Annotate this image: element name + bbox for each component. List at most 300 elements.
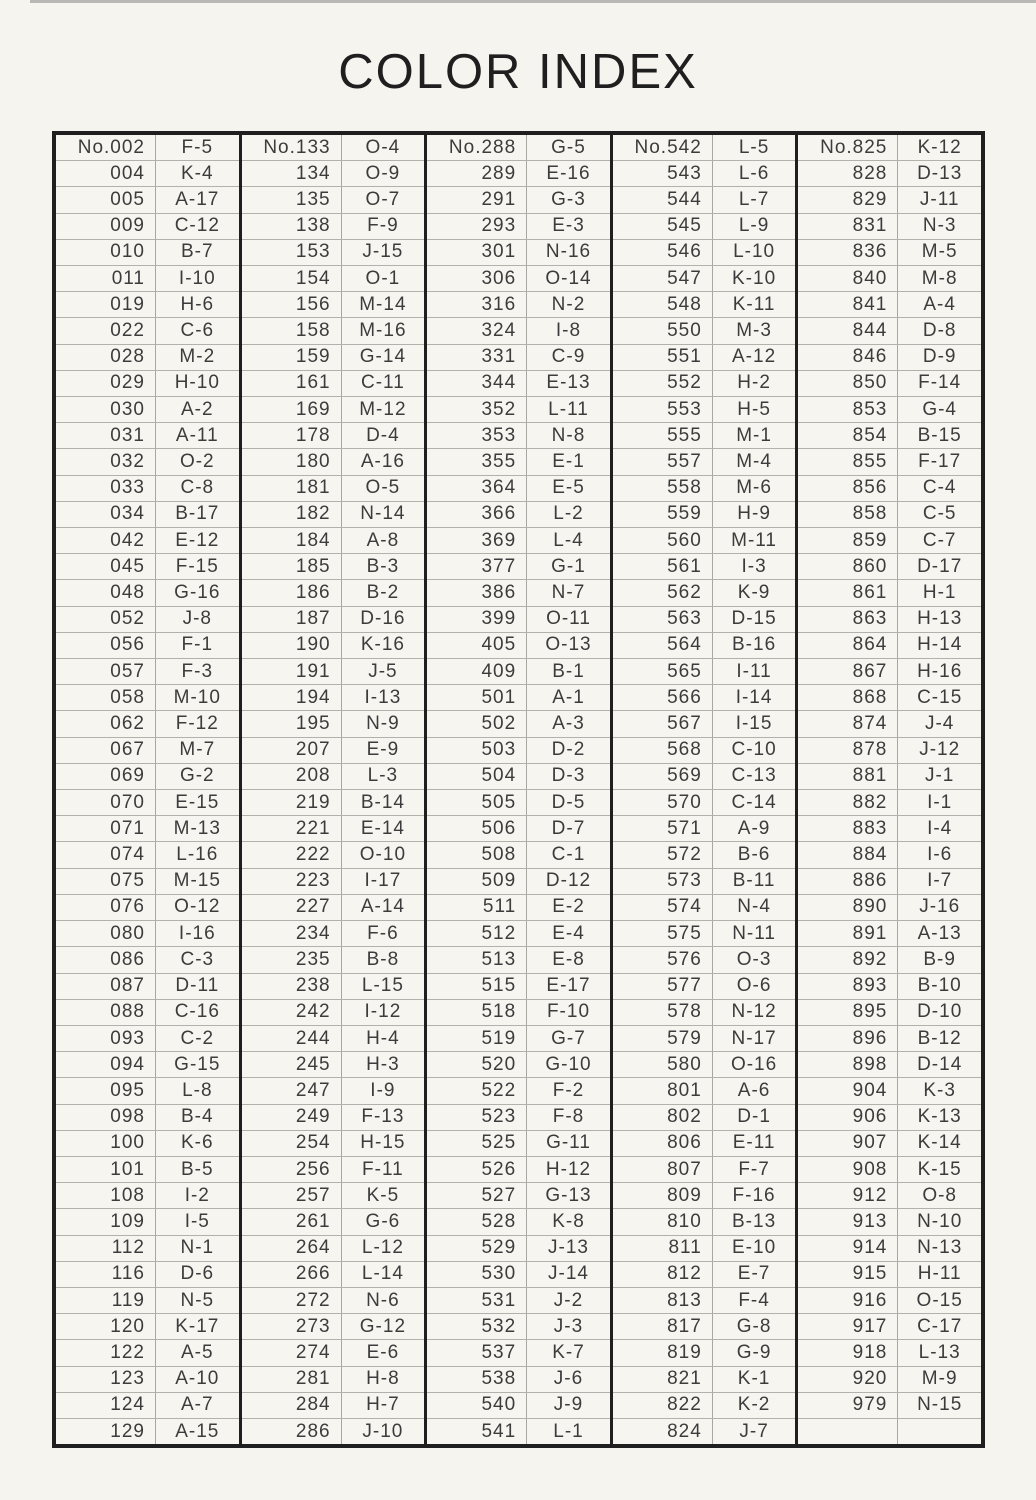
location-code-cell: E-5 bbox=[552, 477, 585, 499]
location-code-cell: B-3 bbox=[366, 555, 400, 577]
catalog-number-cell: 577 bbox=[613, 974, 713, 999]
table-row bbox=[242, 1078, 425, 1104]
table-row bbox=[56, 895, 239, 921]
table-row bbox=[242, 1340, 425, 1366]
table-row bbox=[613, 371, 796, 397]
table-row bbox=[798, 476, 981, 502]
catalog-number-cell: 244 bbox=[242, 1026, 342, 1051]
location-code-cell: D-7 bbox=[551, 817, 586, 839]
table-row bbox=[613, 423, 796, 449]
catalog-number-cell: 529 bbox=[427, 1236, 527, 1261]
table-row bbox=[613, 947, 796, 973]
catalog-number-cell: 070 bbox=[56, 790, 156, 815]
table-row bbox=[427, 1157, 610, 1183]
catalog-number-cell: 565 bbox=[613, 659, 713, 684]
table-row bbox=[56, 1105, 239, 1131]
catalog-number-cell: 194 bbox=[242, 685, 342, 710]
catalog-number-cell: 364 bbox=[427, 476, 527, 501]
catalog-number-cell: 898 bbox=[798, 1052, 898, 1077]
table-row bbox=[242, 816, 425, 842]
catalog-number-cell: 076 bbox=[56, 895, 156, 920]
catalog-number-cell: 208 bbox=[242, 764, 342, 789]
catalog-number-cell: 019 bbox=[56, 292, 156, 317]
location-code-cell: E-7 bbox=[737, 1263, 771, 1285]
catalog-number-cell: 891 bbox=[798, 921, 898, 946]
location-code-cell: G-5 bbox=[551, 136, 586, 158]
location-code-cell: A-8 bbox=[366, 529, 400, 551]
table-row bbox=[242, 345, 425, 371]
location-code-cell: D-9 bbox=[922, 346, 957, 368]
table-row bbox=[613, 1314, 796, 1340]
location-code-cell: I-9 bbox=[370, 1079, 396, 1101]
location-code-cell: F-13 bbox=[361, 1106, 405, 1128]
catalog-number-cell: 161 bbox=[242, 371, 342, 396]
location-code-cell: F-8 bbox=[552, 1106, 585, 1128]
location-code-cell: E-16 bbox=[546, 162, 591, 184]
location-code-cell: J-13 bbox=[548, 1237, 589, 1259]
catalog-number-cell: 570 bbox=[613, 790, 713, 815]
catalog-number-cell: 221 bbox=[242, 816, 342, 841]
catalog-number-cell: 272 bbox=[242, 1288, 342, 1313]
table-row bbox=[427, 869, 610, 895]
catalog-number-cell: 817 bbox=[613, 1314, 713, 1339]
location-code-cell: B-9 bbox=[923, 948, 956, 970]
catalog-number-cell: 182 bbox=[242, 502, 342, 527]
table-row bbox=[427, 266, 610, 292]
catalog-number-cell: 850 bbox=[798, 371, 898, 396]
catalog-number-cell: 289 bbox=[427, 161, 527, 186]
catalog-number-cell: 860 bbox=[798, 554, 898, 579]
location-code-cell: I-2 bbox=[184, 1184, 210, 1206]
location-code-cell: E-3 bbox=[552, 215, 585, 237]
table-row bbox=[56, 135, 239, 161]
color-index-table bbox=[52, 131, 985, 1448]
location-code-cell: N-16 bbox=[545, 241, 592, 263]
catalog-number-cell: 399 bbox=[427, 607, 527, 632]
location-code-cell: B-8 bbox=[366, 948, 400, 970]
table-row bbox=[798, 1340, 981, 1366]
location-code-cell: J-8 bbox=[182, 608, 212, 630]
table-row bbox=[242, 292, 425, 318]
location-code-cell: J-9 bbox=[553, 1394, 584, 1416]
table-row bbox=[242, 1026, 425, 1052]
catalog-number-cell: 409 bbox=[427, 659, 527, 684]
table-row bbox=[613, 1157, 796, 1183]
catalog-number-cell: 557 bbox=[613, 449, 713, 474]
table-row bbox=[56, 1419, 239, 1444]
location-code-cell: K-12 bbox=[917, 136, 962, 158]
catalog-number-cell: 555 bbox=[613, 423, 713, 448]
location-code-cell: K-16 bbox=[360, 634, 405, 656]
table-row bbox=[427, 1262, 610, 1288]
location-code-cell: A-13 bbox=[917, 922, 962, 944]
location-code-cell: F-4 bbox=[738, 1289, 770, 1311]
catalog-number-cell: 892 bbox=[798, 947, 898, 972]
table-row bbox=[427, 502, 610, 528]
catalog-number-cell: 286 bbox=[242, 1419, 342, 1444]
catalog-number-cell: 512 bbox=[427, 921, 527, 946]
table-row bbox=[242, 266, 425, 292]
location-code-cell: K-3 bbox=[923, 1079, 956, 1101]
table-row bbox=[798, 345, 981, 371]
catalog-number-cell: 227 bbox=[242, 895, 342, 920]
location-code-cell: D-12 bbox=[545, 870, 592, 892]
table-row bbox=[613, 214, 796, 240]
table-row bbox=[798, 240, 981, 266]
location-code-cell: D-13 bbox=[917, 162, 963, 184]
catalog-number-cell: 181 bbox=[242, 476, 342, 501]
catalog-number-cell: 184 bbox=[242, 528, 342, 553]
catalog-number-cell: 551 bbox=[613, 345, 713, 370]
table-row bbox=[798, 318, 981, 344]
location-code-cell: M-15 bbox=[173, 870, 221, 892]
location-code-cell: H-14 bbox=[917, 634, 963, 656]
catalog-number-cell: 572 bbox=[613, 842, 713, 867]
table-row bbox=[798, 1000, 981, 1026]
location-code-cell: L-16 bbox=[176, 844, 219, 866]
table-row bbox=[798, 1183, 981, 1209]
location-code-cell: I-15 bbox=[735, 713, 773, 735]
catalog-number-cell: 062 bbox=[56, 711, 156, 736]
location-code-cell: O-15 bbox=[916, 1289, 963, 1311]
location-code-cell: M-9 bbox=[921, 1368, 958, 1390]
location-code-cell: H-15 bbox=[360, 1132, 406, 1154]
catalog-number-cell: 916 bbox=[798, 1288, 898, 1313]
table-row bbox=[427, 1209, 610, 1235]
table-row bbox=[427, 1105, 610, 1131]
table-row bbox=[56, 345, 239, 371]
table-row bbox=[56, 554, 239, 580]
location-code-cell: G-7 bbox=[551, 1027, 586, 1049]
table-row bbox=[427, 947, 610, 973]
location-code-cell: O-10 bbox=[359, 844, 407, 866]
table-row bbox=[427, 423, 610, 449]
catalog-number-cell: 829 bbox=[798, 187, 898, 212]
catalog-number-cell: 506 bbox=[427, 816, 527, 841]
location-code-cell: N-5 bbox=[180, 1289, 215, 1311]
catalog-number-cell: 129 bbox=[56, 1419, 156, 1444]
scan-edge bbox=[30, 0, 1036, 3]
catalog-number-cell: 568 bbox=[613, 738, 713, 763]
catalog-number-cell: 558 bbox=[613, 476, 713, 501]
location-code-cell: F-6 bbox=[367, 922, 399, 944]
location-code-cell: B-6 bbox=[737, 844, 771, 866]
location-code-cell: G-10 bbox=[545, 1053, 592, 1075]
catalog-number-cell: 563 bbox=[613, 607, 713, 632]
location-code-cell: C-12 bbox=[174, 215, 220, 237]
location-code-cell: H-6 bbox=[180, 293, 215, 315]
table-row bbox=[242, 633, 425, 659]
catalog-number-cell: 222 bbox=[242, 842, 342, 867]
table-row bbox=[613, 345, 796, 371]
table-row bbox=[798, 1157, 981, 1183]
table-row bbox=[427, 842, 610, 868]
catalog-number-cell: 574 bbox=[613, 895, 713, 920]
location-code-cell: M-8 bbox=[921, 267, 958, 289]
catalog-number-cell: 234 bbox=[242, 921, 342, 946]
catalog-number-cell: 532 bbox=[427, 1314, 527, 1339]
table-row bbox=[56, 738, 239, 764]
catalog-number-cell: 086 bbox=[56, 947, 156, 972]
location-code-cell: N-9 bbox=[366, 713, 400, 735]
table-row bbox=[427, 790, 610, 816]
location-code-cell bbox=[898, 1419, 981, 1444]
location-code-cell: A-12 bbox=[732, 346, 777, 368]
table-row bbox=[56, 947, 239, 973]
table-row bbox=[613, 685, 796, 711]
catalog-number-cell: 821 bbox=[613, 1367, 713, 1392]
catalog-number-cell: 918 bbox=[798, 1340, 898, 1365]
location-code-cell: I-12 bbox=[364, 1001, 402, 1023]
location-code-cell: J-1 bbox=[924, 765, 955, 787]
catalog-number-cell: 811 bbox=[613, 1236, 713, 1261]
table-row bbox=[613, 1236, 796, 1262]
location-code-cell: M-5 bbox=[921, 241, 958, 263]
table-row bbox=[242, 1105, 425, 1131]
catalog-number-cell: 576 bbox=[613, 947, 713, 972]
location-code-cell: H-11 bbox=[917, 1263, 962, 1285]
catalog-number-cell: 553 bbox=[613, 397, 713, 422]
catalog-number-cell: 190 bbox=[242, 633, 342, 658]
table-row bbox=[613, 895, 796, 921]
catalog-number-cell: 355 bbox=[427, 449, 527, 474]
catalog-number-cell: 058 bbox=[56, 685, 156, 710]
catalog-number-cell: 056 bbox=[56, 633, 156, 658]
table-row bbox=[56, 764, 239, 790]
location-code-cell: L-13 bbox=[918, 1341, 961, 1363]
catalog-number-cell: 071 bbox=[56, 816, 156, 841]
location-code-cell: B-10 bbox=[917, 975, 962, 997]
location-code-cell: M-1 bbox=[736, 424, 772, 446]
catalog-number-cell: 844 bbox=[798, 318, 898, 343]
table-row bbox=[242, 449, 425, 475]
location-code-cell: A-14 bbox=[360, 896, 405, 918]
location-code-cell: C-15 bbox=[917, 686, 963, 708]
catalog-number-cell: 034 bbox=[56, 502, 156, 527]
table-row bbox=[242, 842, 425, 868]
location-code-cell: I-11 bbox=[736, 660, 772, 682]
location-code-cell: N-3 bbox=[922, 215, 957, 237]
location-code-cell: J-4 bbox=[924, 713, 955, 735]
location-code-cell: H-16 bbox=[917, 660, 963, 682]
location-code-cell: L-1 bbox=[553, 1420, 584, 1442]
table-row bbox=[613, 476, 796, 502]
location-code-cell: B-2 bbox=[366, 582, 400, 604]
table-row bbox=[613, 711, 796, 737]
location-code-cell: G-11 bbox=[546, 1132, 591, 1154]
table-row bbox=[242, 318, 425, 344]
catalog-number-cell: 352 bbox=[427, 397, 527, 422]
table-row bbox=[242, 502, 425, 528]
catalog-number-cell: 874 bbox=[798, 711, 898, 736]
location-code-cell: G-8 bbox=[736, 1315, 772, 1337]
location-code-cell: K-2 bbox=[737, 1394, 771, 1416]
catalog-number-cell: 293 bbox=[427, 214, 527, 239]
location-code-cell: H-1 bbox=[922, 582, 957, 604]
location-code-cell: F-10 bbox=[546, 1001, 591, 1023]
catalog-number-cell: No.542 bbox=[613, 135, 713, 160]
location-code-cell: G-16 bbox=[174, 582, 221, 604]
location-code-cell: M-4 bbox=[736, 451, 772, 473]
catalog-number-cell: 531 bbox=[427, 1288, 527, 1313]
table-row bbox=[798, 161, 981, 187]
catalog-number-cell: 153 bbox=[242, 240, 342, 265]
table-row bbox=[798, 1419, 981, 1444]
location-code-cell: F-11 bbox=[362, 1158, 404, 1180]
location-code-cell: J-6 bbox=[553, 1368, 584, 1390]
catalog-number-cell: 238 bbox=[242, 974, 342, 999]
table-row bbox=[613, 764, 796, 790]
catalog-number-cell: 801 bbox=[613, 1078, 713, 1103]
catalog-number-cell: 580 bbox=[613, 1052, 713, 1077]
catalog-number-cell: 864 bbox=[798, 633, 898, 658]
catalog-number-cell: 907 bbox=[798, 1131, 898, 1156]
catalog-number-cell: 863 bbox=[798, 607, 898, 632]
catalog-number-cell: 405 bbox=[427, 633, 527, 658]
catalog-number-cell: 810 bbox=[613, 1209, 713, 1234]
catalog-number-cell: 101 bbox=[56, 1157, 156, 1182]
table-row bbox=[427, 738, 610, 764]
catalog-number-cell: 504 bbox=[427, 764, 527, 789]
table-row bbox=[242, 1000, 425, 1026]
catalog-number-cell: 098 bbox=[56, 1105, 156, 1130]
table-row bbox=[56, 1367, 239, 1393]
table-row bbox=[613, 449, 796, 475]
location-code-cell: C-11 bbox=[361, 372, 405, 394]
catalog-number-cell: 886 bbox=[798, 869, 898, 894]
table-row bbox=[242, 1262, 425, 1288]
table-row bbox=[613, 1419, 796, 1444]
catalog-number-cell: 846 bbox=[798, 345, 898, 370]
table-row bbox=[798, 659, 981, 685]
table-row bbox=[56, 161, 239, 187]
location-code-cell: K-14 bbox=[917, 1132, 962, 1154]
table-row bbox=[798, 1052, 981, 1078]
catalog-number-cell: 904 bbox=[798, 1078, 898, 1103]
catalog-number-cell: 893 bbox=[798, 974, 898, 999]
table-row bbox=[427, 240, 610, 266]
catalog-number-cell: 207 bbox=[242, 738, 342, 763]
catalog-number-cell: 560 bbox=[613, 528, 713, 553]
table-row bbox=[798, 528, 981, 554]
table-row bbox=[613, 580, 796, 606]
location-code-cell: N-12 bbox=[731, 1001, 777, 1023]
table-row bbox=[242, 738, 425, 764]
catalog-number-cell: 005 bbox=[56, 187, 156, 212]
catalog-number-cell: 274 bbox=[242, 1340, 342, 1365]
table-row bbox=[56, 974, 239, 1000]
table-row bbox=[427, 1288, 610, 1314]
catalog-number-cell: No.133 bbox=[242, 135, 342, 160]
location-code-cell: D-4 bbox=[366, 424, 400, 446]
catalog-number-cell: 042 bbox=[56, 528, 156, 553]
catalog-number-cell: 569 bbox=[613, 764, 713, 789]
location-code-cell: C-9 bbox=[551, 346, 586, 368]
location-code-cell: E-1 bbox=[552, 451, 585, 473]
table-row bbox=[56, 869, 239, 895]
table-row bbox=[613, 607, 796, 633]
location-code-cell: G-1 bbox=[551, 555, 586, 577]
catalog-number-cell: 120 bbox=[56, 1314, 156, 1339]
catalog-number-cell: 030 bbox=[56, 397, 156, 422]
table-row bbox=[56, 1314, 239, 1340]
location-code-cell: L-12 bbox=[361, 1237, 404, 1259]
table-row bbox=[798, 214, 981, 240]
catalog-number-cell: 095 bbox=[56, 1078, 156, 1103]
location-code-cell: A-3 bbox=[552, 713, 585, 735]
location-code-cell: A-6 bbox=[737, 1079, 771, 1101]
table-row bbox=[427, 318, 610, 344]
table-row bbox=[56, 580, 239, 606]
catalog-number-cell: 180 bbox=[242, 449, 342, 474]
catalog-number-cell: 566 bbox=[613, 685, 713, 710]
location-code-cell: B-13 bbox=[732, 1210, 777, 1232]
table-row bbox=[56, 921, 239, 947]
location-code-cell: G-6 bbox=[365, 1210, 401, 1232]
table-row bbox=[613, 318, 796, 344]
catalog-number-cell: 853 bbox=[798, 397, 898, 422]
catalog-number-cell: 513 bbox=[427, 947, 527, 972]
location-code-cell: B-1 bbox=[552, 660, 585, 682]
location-code-cell: O-9 bbox=[365, 162, 401, 184]
catalog-number-cell: No.288 bbox=[427, 135, 527, 160]
location-code-cell: B-17 bbox=[175, 503, 220, 525]
table-row bbox=[613, 1262, 796, 1288]
table-row bbox=[56, 1000, 239, 1026]
catalog-number-cell: 831 bbox=[798, 214, 898, 239]
table-row bbox=[56, 1183, 239, 1209]
location-code-cell: J-2 bbox=[553, 1289, 584, 1311]
table-row bbox=[613, 790, 796, 816]
catalog-number-cell: 564 bbox=[613, 633, 713, 658]
location-code-cell: F-7 bbox=[738, 1158, 770, 1180]
location-code-cell: I-16 bbox=[178, 922, 216, 944]
location-code-cell: L-9 bbox=[738, 215, 770, 237]
catalog-number-cell: 518 bbox=[427, 1000, 527, 1025]
catalog-number-cell: 525 bbox=[427, 1131, 527, 1156]
table-row bbox=[242, 1131, 425, 1157]
catalog-number-cell: 561 bbox=[613, 554, 713, 579]
table-row bbox=[427, 1000, 610, 1026]
table-row bbox=[56, 240, 239, 266]
location-code-cell: G-9 bbox=[736, 1341, 772, 1363]
catalog-number-cell: 822 bbox=[613, 1393, 713, 1418]
location-code-cell: H-13 bbox=[917, 608, 963, 630]
table-row bbox=[798, 790, 981, 816]
table-row bbox=[56, 1262, 239, 1288]
location-code-cell: A-4 bbox=[923, 293, 956, 315]
location-code-cell: J-10 bbox=[362, 1420, 404, 1442]
table-row bbox=[427, 1183, 610, 1209]
catalog-number-cell: 032 bbox=[56, 449, 156, 474]
catalog-number-cell: 264 bbox=[242, 1236, 342, 1261]
table-row bbox=[427, 292, 610, 318]
table-row bbox=[427, 921, 610, 947]
table-row bbox=[427, 1078, 610, 1104]
location-code-cell: N-2 bbox=[551, 293, 586, 315]
table-row bbox=[798, 371, 981, 397]
location-code-cell: D-6 bbox=[180, 1263, 215, 1285]
table-row bbox=[613, 1340, 796, 1366]
catalog-number-cell: 273 bbox=[242, 1314, 342, 1339]
table-row bbox=[242, 135, 425, 161]
catalog-number-cell: 541 bbox=[427, 1419, 527, 1444]
table-row bbox=[613, 1078, 796, 1104]
location-code-cell: G-12 bbox=[359, 1315, 407, 1337]
table-row bbox=[242, 1183, 425, 1209]
table-row bbox=[427, 1236, 610, 1262]
location-code-cell: I-3 bbox=[741, 555, 767, 577]
